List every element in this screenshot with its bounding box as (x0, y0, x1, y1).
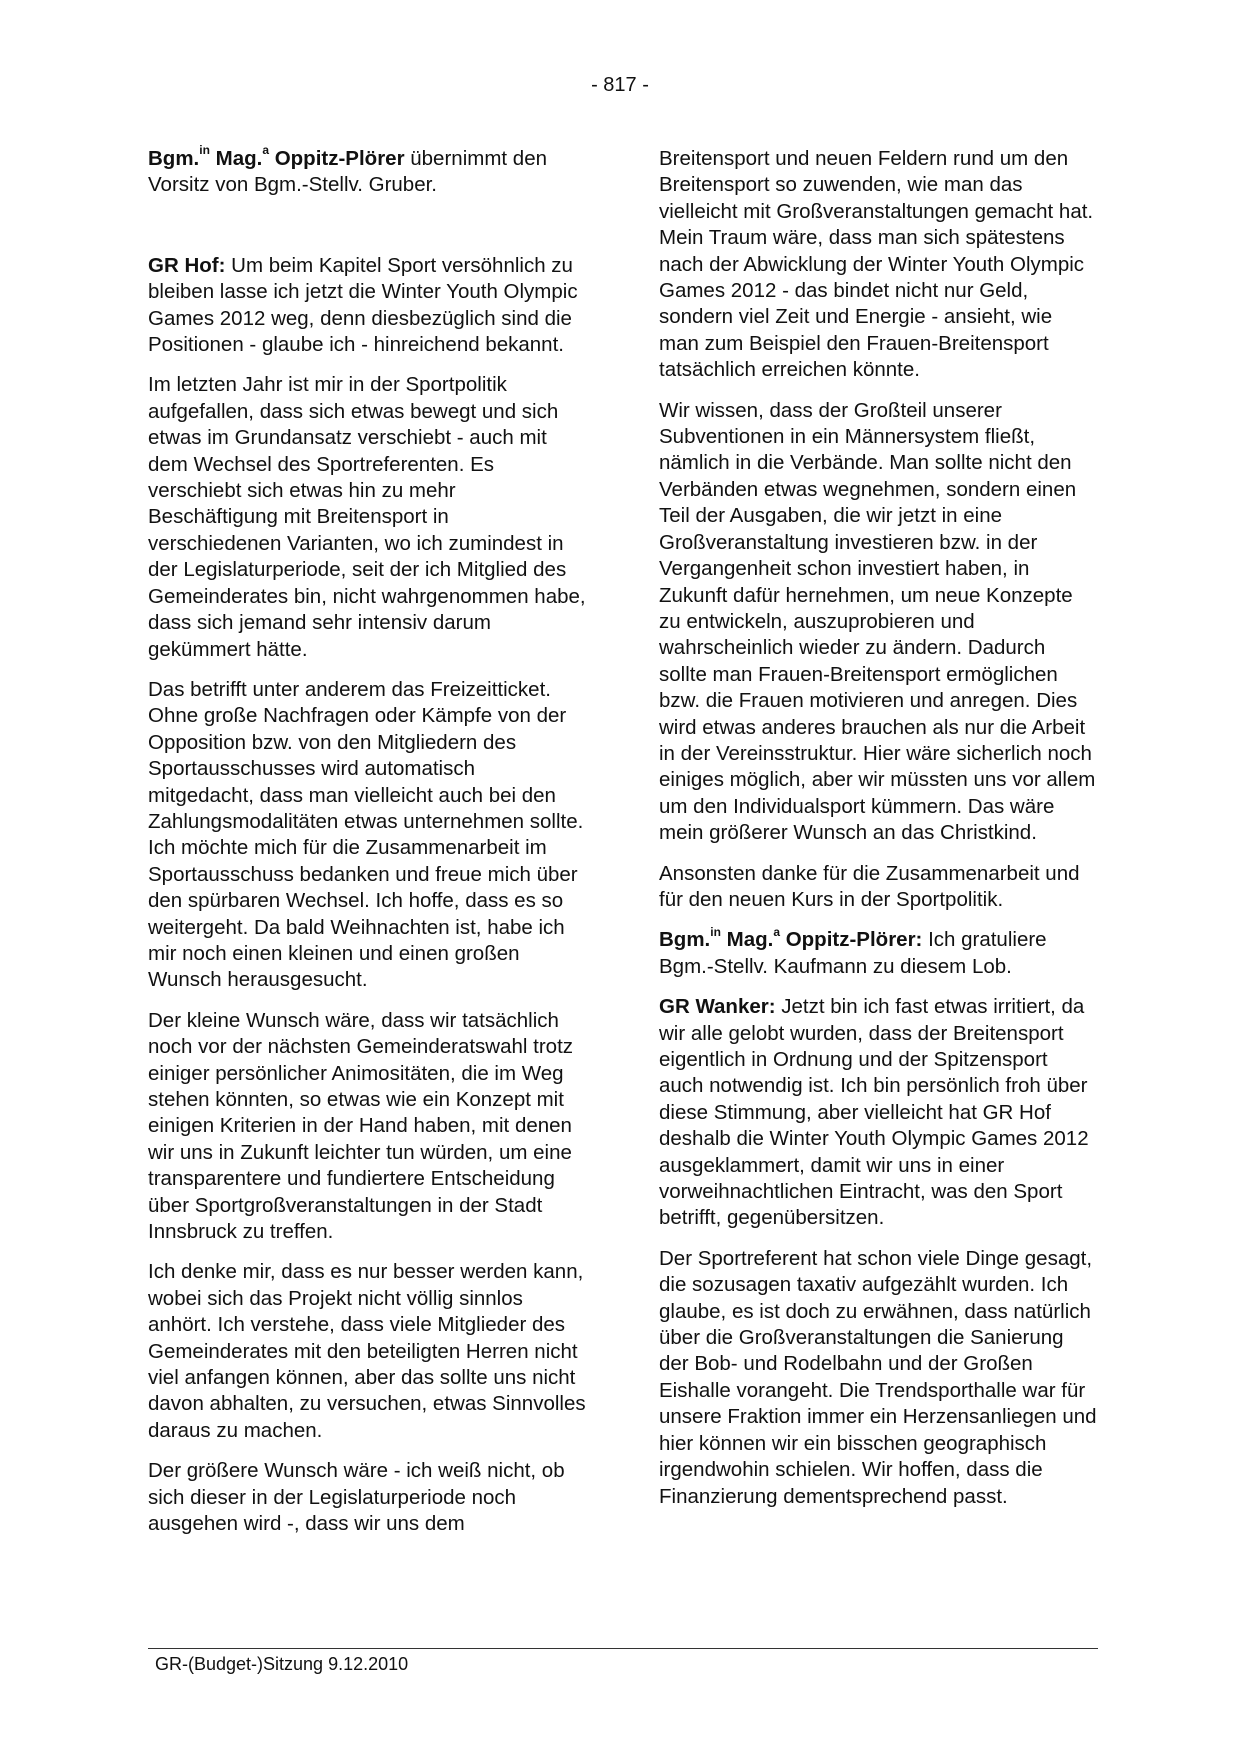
chair-handover-paragraph: Bgm.$^{in}$ Mag.$^a$ Oppitz-Plörer übernimmt den Vorsitz von Bgm.-Stellv. Gruber. (148, 143, 547, 197)
speech-paragraph: Breitensport und neuen Feldern rund um den Breitensport so zuwenden, wie man das vielleicht mit Großveranstaltungen gemacht hat. Mein Traum wäre, dass man sich spätestens nach der Abwicklung der Winter Youth Olympic Games 2012 - das bindet nicht nur Geld, sondern viel Zeit und Energie - ansieht, wie man zum Beispiel den Frauen-Breitensport tatsächlich erreichen könnte. (659, 147, 1094, 382)
speech-paragraph: Bgm.$^{in}$ Mag.$^a$ Oppitz-Plörer: Ich gratuliere Bgm.-Stellv. Kaufmann zu diesem Lob. (659, 924, 1047, 978)
speech-paragraph: Das betrifft unter anderem das Freizeitticket. Ohne große Nachfragen oder Kämpfe von der Opposition bzw. von den Mitgliedern des Sportausschusses wird automatisch mitgedacht, dass man vielleicht auch bei den Zahlungsmodalitäten etwas unternehmen sollte. Ich möchte mich für die Zusammenarbeit im Sportausschuss bedanken und freue mich über den spürbaren Wechsel. Ich hoffe, dass es so weitergeht. Da bald Weihnachten ist, habe ich mir noch einen kleinen und einen großen Wunsch herausgesucht. (148, 677, 584, 992)
footer-session-label: GR-(Budget-)Sitzung 9.12.2010 (155, 1654, 409, 1674)
speech-paragraph: GR Wanker: Jetzt bin ich fast etwas irritiert, da wir alle gelobt wurden, dass der Breitensport eigentlich in Ordnung und der Spitzensport auch notwendig ist. Ich bin persönlich froh über diese Stimmung, aber vielleicht hat GR Hof deshalb die Winter Youth Olympic Games 2012 ausgeklammert, damit wir uns in einer vorweihnachtlichen Eintracht, was den Sport betrifft, gegenübersitzen. (659, 995, 1089, 1230)
speaker-name: GR Hof: (148, 253, 226, 277)
speaker-name: Bgm.$^{in}$ Mag.$^a$ Oppitz-Plörer: (659, 924, 923, 952)
speech-paragraph: Ansonsten danke für die Zusammenarbeit und für den neuen Kurs in der Sportpolitik. (659, 861, 1080, 911)
speech-paragraph: GR Hof: Um beim Kapitel Sport versöhnlich zu bleiben lasse ich jetzt die Winter Youth Olympic Games 2012 weg, denn diesbezüglich sind die Positionen - glaube ich - hinreichend bekannt. (148, 253, 578, 357)
page-number: - 817 - (591, 74, 649, 96)
speech-paragraph: Der Sportreferent hat schon viele Dinge gesagt, die sozusagen taxativ aufgezählt wurden. Ich glaube, es ist doch zu erwähnen, dass natürlich über die Großveranstaltungen die Sanierung der Bob- und Rodelbahn und der Großen Eishalle vorangeht. Die Trendsporthalle war für unsere Fraktion immer ein Herzensanliegen und hier können wir ein bisschen geographisch irgendwohin schielen. Wir hoffen, dass die Finanzierung dementsprechend passt. (659, 1246, 1097, 1508)
left-column (148, 143, 586, 1552)
footer-divider (148, 1648, 1098, 1649)
speaker-name: GR Wanker: (659, 995, 776, 1019)
right-column (659, 146, 1097, 1524)
speech-paragraph: Wir wissen, dass der Großteil unserer Subventionen in ein Männersystem fließt, nämlich in die Verbände. Man sollte nicht den Verbänden etwas wegnehmen, sondern einen Teil der Ausgaben, die wir jetzt in eine Großveranstaltung investieren bzw. in der Vergangenheit schon investiert haben, in Zukunft dafür hernehmen, um neue Konzepte zu entwickeln, auszuprobieren und wahrscheinlich wieder zu ändern. Dadurch sollte man Frauen-Breitensport ermöglichen bzw. die Frauen motivieren und anregen. Dies wird etwas anderes brauchen als nur die Arbeit in der Vereinsstruktur. Hier wäre sicherlich noch einiges möglich, aber wir müssten uns vor allem um den Individualsport kümmern. Das wäre mein größerer Wunsch an das Christkind. (659, 398, 1096, 845)
speech-paragraph: Ich denke mir, dass es nur besser werden kann, wobei sich das Projekt nicht völlig sinnlos anhört. Ich verstehe, dass viele Mitglieder des Gemeinderates mit den beteiligten Herren nicht viel anfangen können, aber das sollte uns nicht davon abhalten, zu versuchen, etwas Sinnvolles daraus zu machen. (148, 1260, 586, 1442)
speech-paragraph: Der größere Wunsch wäre - ich weiß nicht, ob sich dieser in der Legislaturperiode noch ausgehen wird -, dass wir uns dem (148, 1459, 565, 1536)
speech-paragraph: Im letzten Jahr ist mir in der Sportpolitik aufgefallen, dass sich etwas bewegt und sich etwas im Grundansatz verschiebt - auch mit dem Wechsel des Sportreferenten. Es verschiebt sich etwas hin zu mehr Beschäftigung mit Breitensport in verschiedenen Varianten, wo ich zumindest in der Legislaturperiode, seit der ich Mitglied des Gemeinderates bin, nicht wahrgenommen habe, dass sich jemand sehr intensiv darum gekümmert hätte. (148, 373, 586, 661)
speech-paragraph: Der kleine Wunsch wäre, dass wir tatsächlich noch vor der nächsten Gemeinderatswahl trotz einiger persönlicher Animositäten, die im Weg stehen könnten, so etwas wie ein Konzept mit einigen Kriterien in der Hand haben, mit denen wir uns in Zukunft leichter tun würden, um eine transparentere und fundiertere Entscheidung über Sportgroßveranstaltungen in der Stadt Innsbruck zu treffen. (148, 1008, 574, 1244)
speaker-name: Bgm.$^{in}$ Mag.$^a$ Oppitz-Plörer (148, 143, 405, 170)
